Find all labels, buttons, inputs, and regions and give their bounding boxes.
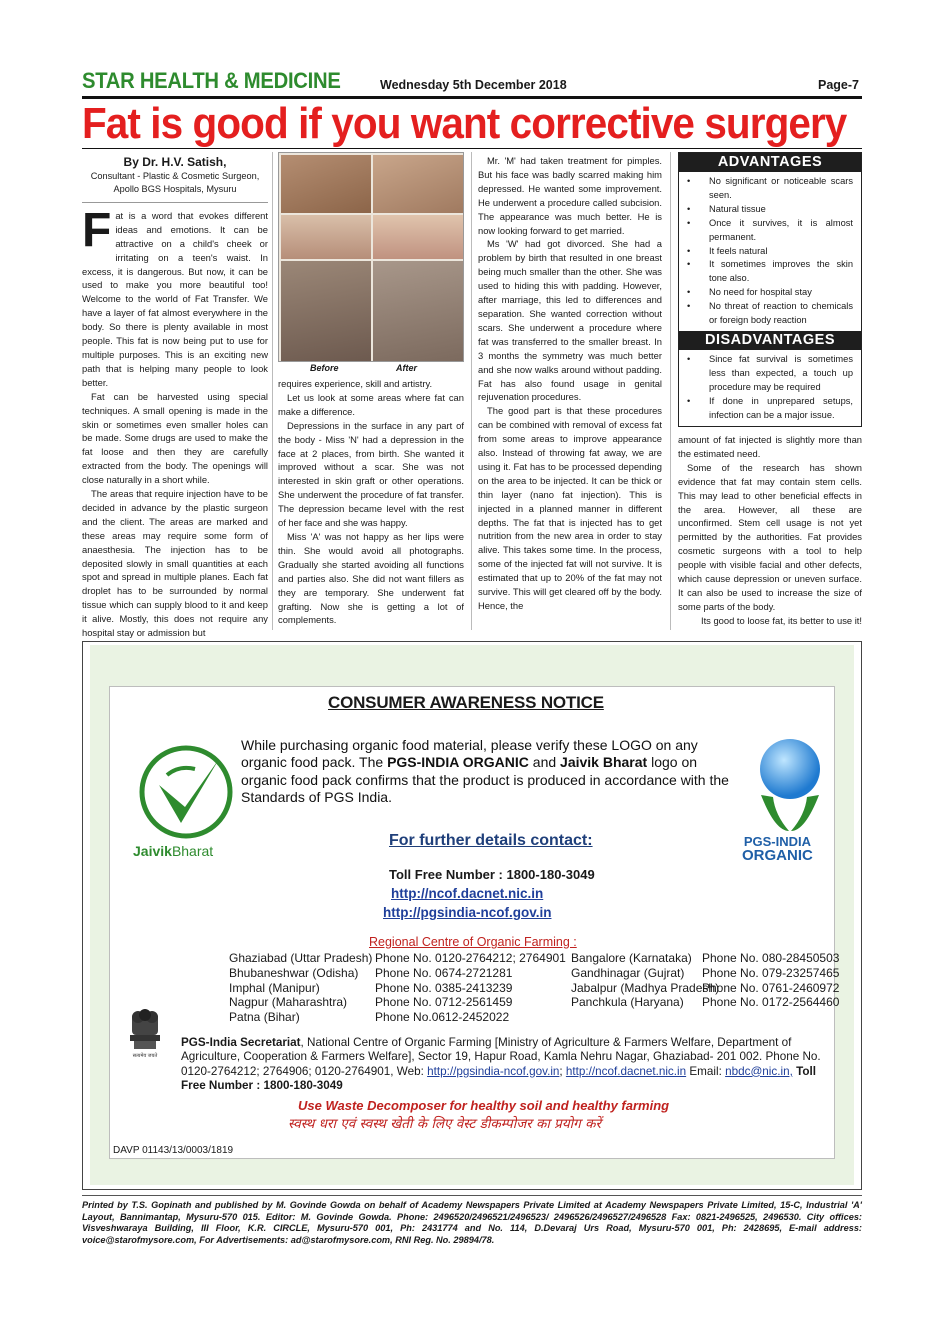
column-divider: [670, 152, 671, 630]
centre-place: Bangalore (Karnataka): [571, 951, 692, 965]
further-details-heading: For further details contact:: [389, 832, 593, 849]
emblem-caption: सत्यमेव जयते: [132, 1053, 158, 1059]
secretariat-address: PGS-India Secretariat, National Centre of Organic Farming [Ministry of Agriculture & Farmers Welfare, Department of Agriculture, Cooperation & Farmers Welfare], Sector 19, Hapur Road, Kamla Nehru Nagar, Ghaziabad- 201 002. Phone No. 0120-2764212; 2764906; 0120-2764901, Web: http://pgsindia-ncof.gov.in; http://ncof.dacnet.nic.in Email: nbdc@nic.in, Toll Free Number : 1800-180-3049: [181, 1036, 821, 1092]
ad-intro-text: While purchasing organic food material, please verify these LOGO on any organic food pack. The PGS-INDIA ORGANIC and Jaivik Bharat logo on organic food pack confirms that the product is produced in accordance with the Standards of PGS India.: [241, 737, 729, 805]
imprint-footer: Printed by T.S. Gopinath and published by M. Govinde Gowda on behalf of Academy Newspapers Private Limited at Academy Newspapers Private Limited, 15-C, Industrial 'A' Layout, Bannimantap, Mysuru-570 015. Editor: M. Govinde Gowda. Phone: 2496520/2496521/2496523/ 2496526/2496527/2496528 Fax: 0821-2496525, 2496530. City offices: Visveshwaraya Building, III Floor, K.R. CIRCLE, Mysuru-570 001, Ph: 2431774 and No. 114, D.Devaraj Urs Road, Mysuru-570 001, Ph: 2428695, E-mail address: voice@starofmysore.com, For Advertisements: ad@starofmysore.com, RNI Reg. No. 29894/78.: [82, 1200, 862, 1245]
paragraph: The areas that require injection have to be decided in advance by the plastic surgeon and the client. The areas are marked and these areas may require some form of anaesthesia. The injection has to be deposited slowly in small quantities at each spot and spread in multiple planes. Each fat droplet has to be surrounded by normal tissue which can supply blood to it and keep it alive. Mostly, this does not require any hospital stay or admission but: [82, 488, 268, 639]
list-item: • No significant or noticeable scars seen.: [685, 175, 853, 203]
headline-rule: [82, 148, 862, 149]
hindi-slogan: स्वस्थ धरा एवं स्वस्थ खेती के लिए वेस्ट डीकम्पोजर का प्रयोग करें: [288, 1116, 601, 1132]
list-item: • If done in unprepared setups, infection can be a major issue.: [685, 395, 853, 423]
centre-phone: Phone No. 0385-2413239: [375, 980, 513, 995]
centre-place: Bhubaneshwar (Odisha): [229, 965, 359, 980]
secretariat-email-link[interactable]: nbdc@nic.in,: [725, 1064, 793, 1078]
list-item: • No threat of reaction to chemicals or foreign body reaction: [685, 300, 853, 328]
byline: By Dr. H.V. Satish,: [123, 155, 227, 169]
centre-place: Imphal (Manipur): [229, 980, 320, 995]
page-number: Page-7: [818, 78, 859, 92]
waste-decomposer-slogan: Use Waste Decomposer for healthy soil and healthy farming: [298, 1098, 670, 1113]
centre-phone: Phone No. 0172-2564460: [702, 995, 840, 1010]
paragraph: Depressions in the surface in any part of the body - Miss 'N' had a depression in the face at 2 places, from birth. She wanted it improved without a scar. She was not interested in skin graft or other operations. She underwent the procedure of fat transfer. The depression became level with the rest of her face and she was happy.: [278, 419, 464, 529]
byline-org: Apollo BGS Hospitals, Mysuru: [113, 183, 237, 194]
regional-centres-right: [571, 951, 839, 1010]
centre-phone: Phone No.0612-2452022: [375, 1010, 510, 1025]
paragraph: Miss 'A' was not happy as her lips were thin. She would avoid all photographs. Gradually she started avoiding all functions and parties also. She did not want fillers as they are temporary. She underwent fat grafting. Now she is getting a lot of complements.: [278, 530, 464, 626]
disadvantages-heading: DISADVANTAGES: [679, 331, 861, 350]
secretariat-web-link-1[interactable]: http://pgsindia-ncof.gov.in: [427, 1064, 560, 1078]
column-divider: [272, 152, 273, 630]
list-item: • It sometimes improves the skin tone also.: [685, 258, 853, 286]
list-item: • No need for hospital stay: [685, 286, 853, 300]
drop-cap: F: [82, 203, 112, 257]
paragraph: The good part is that these procedures can be combined with removal of excess fat from some areas to improve appearance also. Instead of throwing fat away, we are using it. Fat has to be processed depending on the area to be injected. It can be thick or thin layer (nano fat injection). This is injected in a planned manner in different depths. The fat that is injected has to get nutrition from the new area in order to stay alive. This takes some time. In the process, some of the injected fat will not survive. It is estimated that up to 20% of the fat may not survive. This will get cleared off by the body. Hence, the: [478, 405, 662, 611]
centre-place: Patna (Bihar): [229, 1010, 300, 1025]
footer-rule: [82, 1195, 862, 1196]
centre-phone: Phone No. 080-28450503: [702, 951, 840, 965]
paragraph: Ms 'W' had got divorced. She had a problem by birth that resulted in one breast being much smaller than the other. She was used to hiding this with padding. However, after marriage, this led to differences and separation. She wanted correction without scars. She underwent a procedure where fat was transferred to the smaller breast. In 3 months the symmetry was much better and she now walks around without padding. Fat has also found usage in genital rejuvenation procedures.: [478, 238, 662, 403]
caption-before: Before: [310, 363, 339, 373]
list-item: • It feels natural: [685, 245, 853, 259]
pgsindia-link[interactable]: http://pgsindia-ncof.gov.in: [383, 905, 552, 920]
issue-date: Wednesday 5th December 2018: [380, 78, 567, 92]
paragraph: Some of the research has shown evidence that fat may contain stem cells. This may lead to other beneficial effects in the area. However, all these are unconfirmed. Stem cell usage is not yet permitted by the authorities. Fat provides cosmetic surgeons with a tool to help people with visible facial and other defects, which cause depression or uneven surface. It can also be used to increase the size of some parts of the body.: [678, 461, 862, 612]
list-item: • Once it survives, it is almost permanent.: [685, 217, 853, 245]
centre-place: Gandhinagar (Gujrat): [571, 965, 685, 980]
photo-cheek-before: [281, 155, 371, 213]
paragraph: Its good to loose fat, its better to use it!: [700, 614, 862, 626]
secretariat-web-link-2[interactable]: http://ncof.dacnet.nic.in: [565, 1064, 687, 1078]
regional-centres-left: [229, 951, 566, 1025]
centre-place: Jabalpur (Madhya Pradesh): [571, 980, 720, 995]
regional-centres-heading: Regional Centre of Organic Farming :: [369, 935, 577, 949]
headline: Fat is good if you want corrective surgery: [82, 99, 847, 148]
ncof-link[interactable]: http://ncof.dacnet.nic.in: [391, 886, 544, 901]
advantages-box: [678, 152, 862, 427]
photo-lips-after: [373, 215, 463, 259]
pgs-india-organic-logo: [755, 735, 825, 833]
toll-free-number: Toll Free Number : 1800-180-3049: [389, 867, 595, 882]
photo-cheek-after: [373, 155, 463, 213]
photo-scar-after: [373, 261, 463, 361]
caption-after: After: [396, 363, 418, 373]
centre-phone: Phone No. 0674-2721281: [375, 965, 513, 980]
centre-place: Panchkula (Haryana): [571, 995, 684, 1010]
centre-phone: Phone No. 0120-2764212; 2764901: [375, 951, 566, 965]
before-after-photos: [278, 152, 464, 362]
column-divider: [471, 152, 472, 630]
disadvantages-list: [679, 350, 861, 426]
jaivik-bharat-logo: [139, 745, 233, 839]
national-emblem-icon: [124, 1007, 166, 1059]
article-column-1: [82, 152, 268, 640]
advantages-list: [679, 172, 861, 331]
paragraph: requires experience, skill and artistry.: [278, 378, 433, 389]
centre-phone: Phone No. 079-23257465: [702, 965, 840, 980]
article-column-2: [278, 377, 464, 627]
paragraph: Fat can be harvested using special techniques. A small opening is made in the skin or sometimes even smaller holes can be made. Some drugs are used to make the fat loose and then they are carefully extracted from the body. The openings will close naturally in a short while.: [82, 390, 268, 486]
paragraph: Mr. 'M' had taken treatment for pimples. But his face was badly scarred making him depressed. He wanted some improvement. He underwent a procedure called subcision. The appearance was much better. He is now looking forward to get married.: [478, 155, 662, 236]
centre-place: Nagpur (Maharashtra): [229, 995, 348, 1010]
centre-place: Ghaziabad (Uttar Pradesh): [229, 951, 373, 965]
centre-phone: Phone No. 0761-2460972: [702, 980, 840, 995]
pgs-india-organic-label: PGS-INDIA ORGANIC: [742, 834, 813, 864]
paragraph: Let us look at some areas where fat can make a difference.: [278, 391, 464, 417]
davp-code: DAVP 01143/13/0003/1819: [113, 1145, 234, 1156]
paragraph: amount of fat injected is slightly more than the estimated need.: [678, 434, 862, 459]
article-column-4: [678, 433, 862, 628]
paragraph: at is a word that evokes different ideas and emotions. It can be attractive on a child's cheek or irritating on a teen's waist. In excess, it is dangerous. But now, it can be used to make you more beautiful too! Welcome to the world of Fat Transfer. We have a layer of fat almost everywhere in the body. So there is plenty available in most people. This fat is now being put to use for multiple purposes. This is an exciting new path that is helping many people to look better.: [82, 209, 268, 388]
photo-lips-before: [281, 215, 371, 259]
byline-role: Consultant - Plastic & Cosmetic Surgeon,: [90, 170, 260, 181]
centre-phone: Phone No. 0712-2561459: [375, 995, 513, 1010]
list-item: • Since fat survival is sometimes less than expected, a touch up procedure may be required: [685, 353, 853, 395]
ad-title: CONSUMER AWARENESS NOTICE: [328, 693, 604, 712]
section-title: STAR HEALTH & MEDICINE: [82, 68, 341, 93]
article-column-3: [478, 154, 662, 613]
photo-scar-before: [281, 261, 371, 361]
advantages-heading: ADVANTAGES: [679, 153, 861, 172]
jaivik-bharat-label: JaivikBharat: [133, 843, 214, 859]
list-item: • Natural tissue: [685, 203, 853, 217]
